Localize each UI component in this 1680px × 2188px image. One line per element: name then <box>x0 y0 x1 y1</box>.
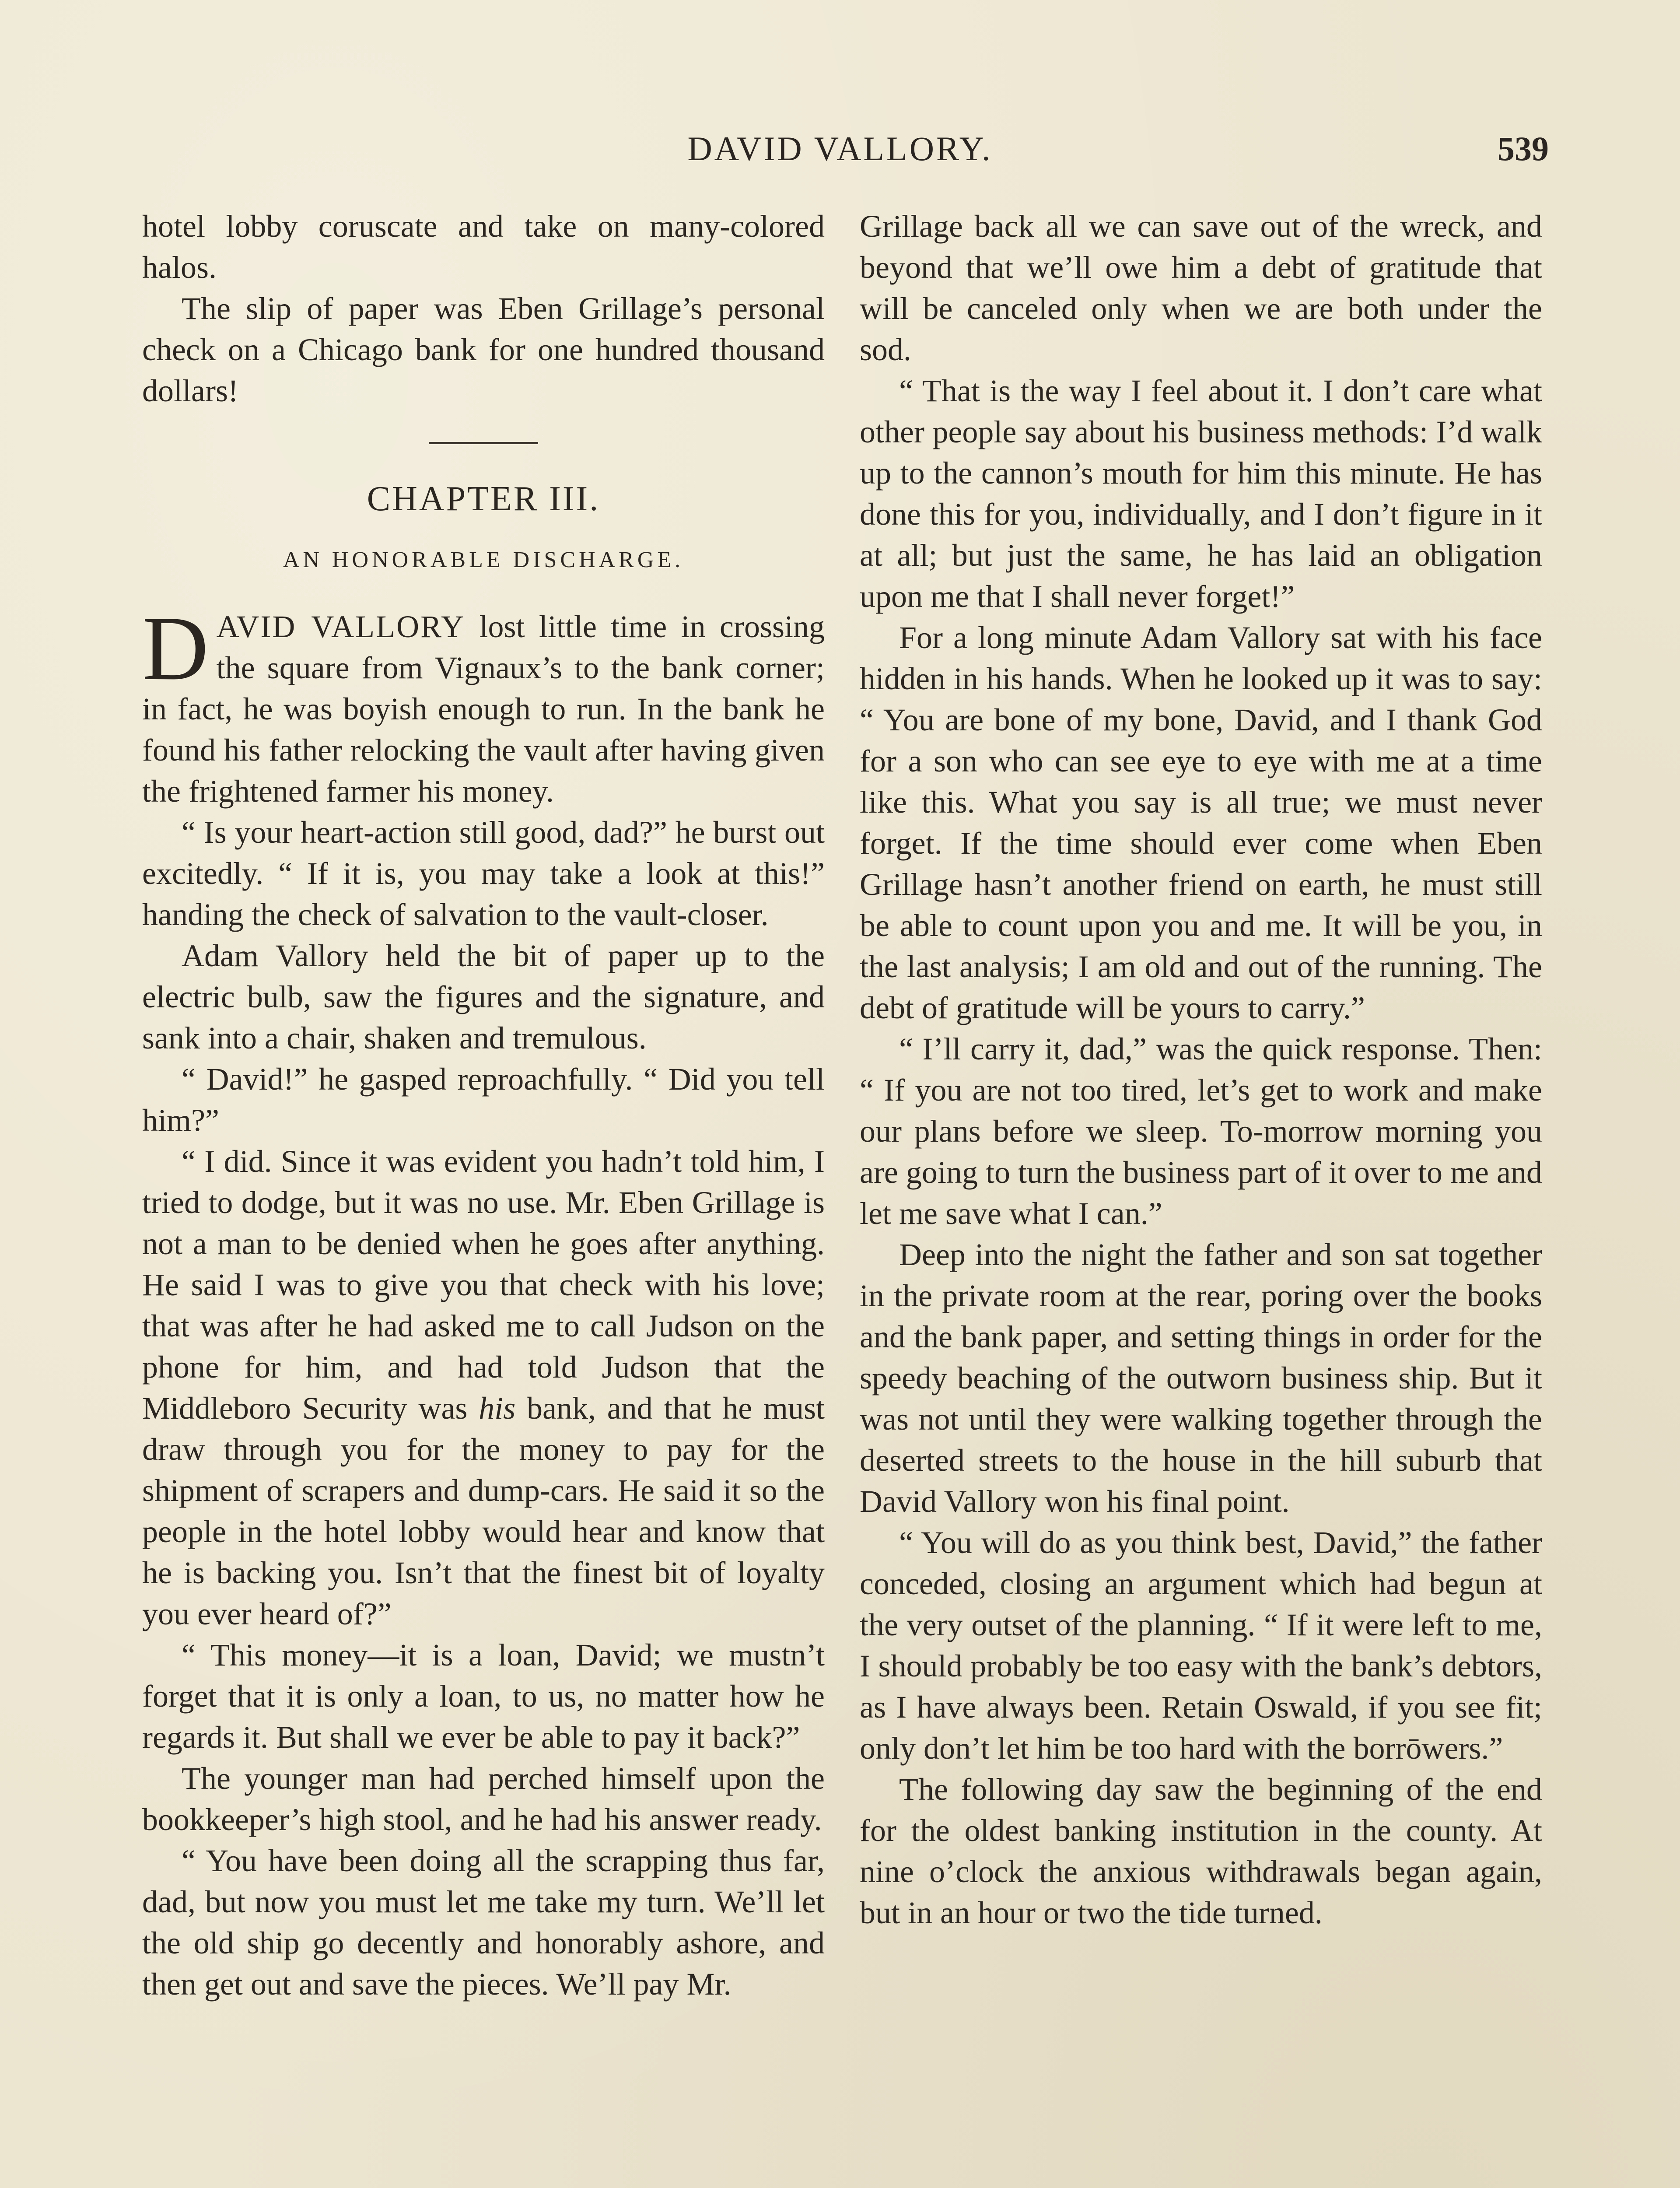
opening-smallcaps: AVID VALLORY <box>216 609 466 644</box>
paragraph-text: bank, and that he must draw through you for the money to pay for the shipment of scrapers and dump-cars. He said it so the people in the hotel lobby would hear and know that he is backing you. Isn’t that the finest bit of loyalty you ever heard of?” <box>142 1391 825 1631</box>
paragraph: “ I’ll carry it, dad,” was the quick response. Then: “ If you are not too tired, let’s get to work and make our plans before we sleep. To-morrow morning you are going to turn the business part of it over to me and let me save what I can.” <box>860 1031 1542 1231</box>
section-divider <box>429 442 538 444</box>
paragraph: “ Is your heart-action still good, dad?” he burst out excitedly. “ If it is, you may take a look at this!” handing the check of salvation to the vault-closer. <box>142 815 825 932</box>
paragraph-text: lost little time in crossing the square from Vignaux’s to the bank corner; in fact, he was boyish enough to run. In the bank he found his father relocking the vault after having given the frightened farmer his money. <box>142 609 825 809</box>
chapter-title: CHAPTER III. <box>367 480 600 518</box>
paragraph: “ That is the way I feel about it. I don’t care what other people say about his business methods: I’d walk up to the cannon’s mouth for him this minute. He has done this for you, individually, and I don’t figure in it at all; but just the same, he has laid an obligation upon me that I shall never forget!” <box>860 373 1542 614</box>
right-column <box>860 206 1542 1933</box>
paragraph: The slip of paper was Eben Grillage’s personal check on a Chicago bank for one hundred thousand dollars! <box>142 291 825 408</box>
paragraph <box>142 1141 825 1634</box>
paragraph: “ You have been doing all the scrapping thus far, dad, but now you must let me take my turn. We’ll let the old ship go decently and honorably ashore, and then get out and save the pieces. We’ll pay Mr. <box>142 1843 825 2002</box>
page-header <box>140 129 1549 177</box>
paragraph: The following day saw the beginning of the end for the oldest banking institution in the county. At nine o’clock the anxious withdrawals began again, but in an hour or two the tide turned. <box>860 1772 1542 1930</box>
paragraph: Grillage back all we can save out of the wreck, and beyond that we’ll owe him a debt of gratitude that will be canceled only when we are both under the sod. <box>860 209 1542 367</box>
page-number: 539 <box>1498 130 1549 168</box>
running-title: DAVID VALLORY. <box>687 130 993 168</box>
chapter-subtitle: AN HONORABLE DISCHARGE. <box>283 547 684 572</box>
chapter-first-paragraph <box>142 598 825 812</box>
paragraph: Deep into the night the father and son sat together in the private room at the rear, poring over the books and the bank paper, and setting things in order for the speedy beaching of the outworn business ship. But it was not until they were walking together through the deserted streets to the house in the hill suburb that David Vallory won his final point. <box>860 1237 1542 1519</box>
drop-cap: D <box>142 598 209 699</box>
paragraph: “ David!” he gasped reproachfully. “ Did you tell him?” <box>142 1062 825 1138</box>
paragraph: The younger man had perched himself upon the bookkeeper’s high stool, and he had his answer ready. <box>142 1761 825 1837</box>
paragraph: For a long minute Adam Vallory sat with his face hidden in his hands. When he looked up it was to say: “ You are bone of my bone, David, and I thank God for a son who can see eye to eye with me at a time like this. What you say is all true; we must never forget. If the time should ever come when Eben Grillage hasn’t another friend on earth, he must still be able to count upon you and me. It will be you, in the last analysis; I am old and out of the running. The debt of gratitude will be yours to carry.” <box>860 620 1542 1025</box>
paragraph-text: “ I did. Since it was evident you hadn’t told him, I tried to dodge, but it was no use. Mr. Eben Grillage is not a man to be denied when he goes after anything. He said I was to give you that check with his love; that was after he had asked me to call Judson on the phone for him, and had told Judson that the Middleboro Security was <box>142 1144 825 1426</box>
left-column <box>142 206 825 2005</box>
italic-word: his <box>479 1391 516 1426</box>
paragraph: “ You will do as you think best, David,” the father conceded, closing an argument which had begun at the very outset of the planning. “ If it were left to me, I should probably be too easy with the bank’s debtors, as I have always been. Retain Oswald, if you see fit; only don’t let him be too hard with the borrōwers.” <box>860 1525 1542 1766</box>
paragraph: Adam Vallory held the bit of paper up to the electric bulb, saw the figures and the signature, and sank into a chair, shaken and tremulous. <box>142 938 825 1055</box>
paragraph: “ This money—it is a loan, David; we mustn’t forget that it is only a loan, to us, no matter how he regards it. But shall we ever be able to pay it back?” <box>142 1637 825 1755</box>
paragraph: hotel lobby coruscate and take on many-colored halos. <box>142 209 825 285</box>
